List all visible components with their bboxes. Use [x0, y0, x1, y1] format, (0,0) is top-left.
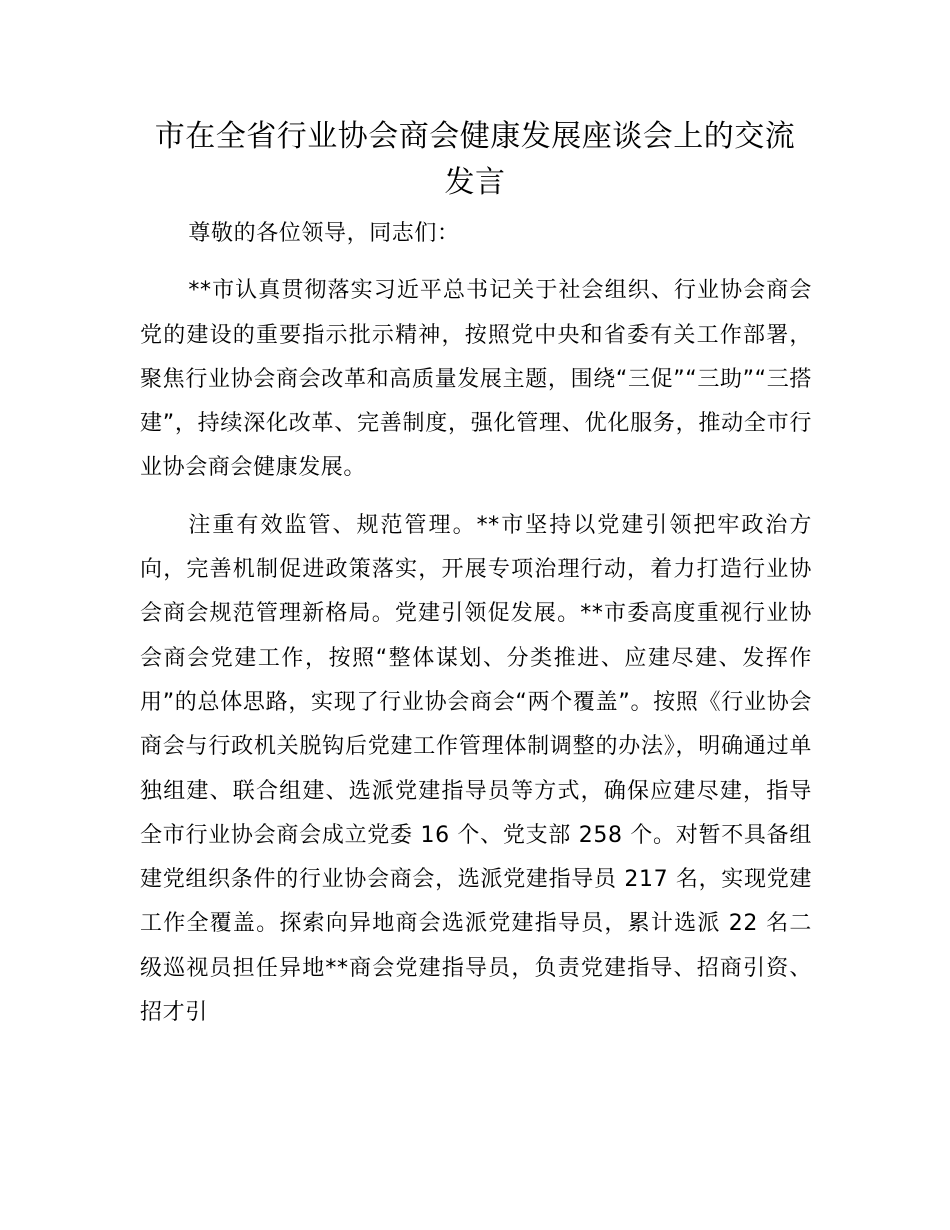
document-body [140, 212, 812, 1048]
salutation: 尊敬的各位领导，同志们： [188, 221, 460, 246]
paragraph-supervision: 注重有效监管、规范管理。**市坚持以党建引领把牢政治方向，完善机制促进政策落实，开展专项治理行动，着力打造行业协会商会规范管理新格局。党建引领促发展。**市委高度重视行业协会商会党建工作，按照“整体谋划、分类推进、应建尽建、发挥作用”的总体思路，实现了行业协会商会“两个覆盖”。按照《行业协会商会与行政机关脱钩后党建工作管理体制调整的办法》，明确通过单独组建、联合组建、选派党建指导员等方式，确保应建尽建，指导全市行业协会商会成立党委 16 个、党支部 258 个。对暂不具备组建党组织条件的行业协会商会，选派党建指导员 217 名，实现党建工作全覆盖。探索向异地商会选派党建指导员，累计选派 22 名二级巡视员担任异地**商会党建指导员，负责党建指导、招商引资、招才引 [140, 512, 812, 1026]
paragraph-intro: **市认真贯彻落实习近平总书记关于社会组织、行业协会商会党的建设的重要指示批示精神，按照党中央和省委有关工作部署，聚焦行业协会商会改革和高质量发展主题，围绕“三促”“三助”“三搭建”，持续深化改革、完善制度，强化管理、优化服务，推动全市行业协会商会健康发展。 [140, 278, 812, 481]
document-title: 市在全省行业协会商会健康发展座谈会上的交流发言 [154, 119, 796, 200]
